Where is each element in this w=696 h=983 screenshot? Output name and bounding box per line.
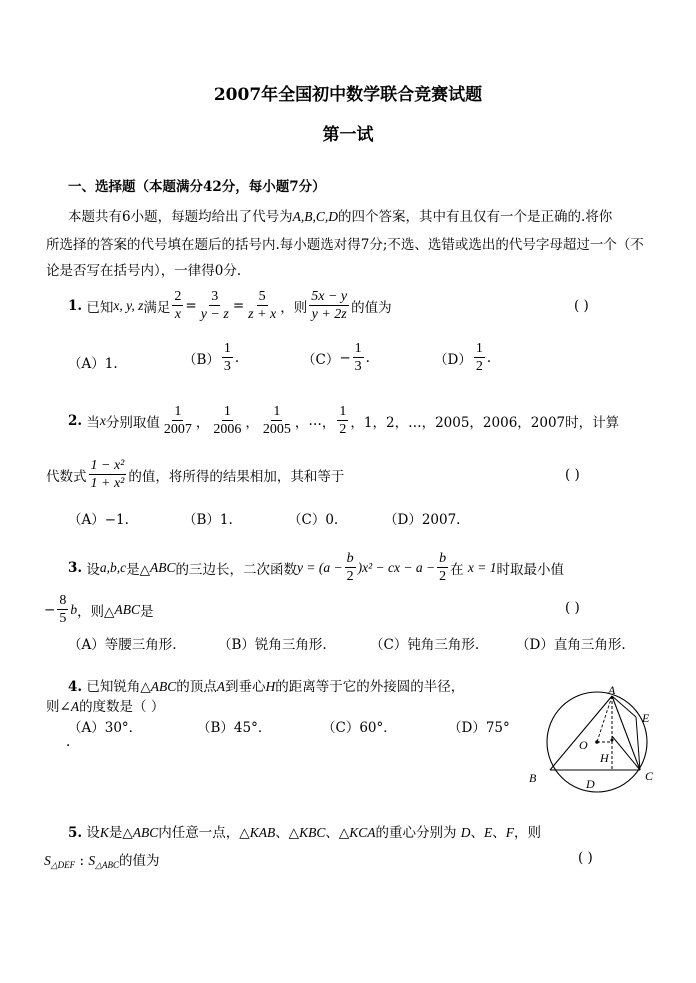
stray-dot: . (66, 734, 71, 750)
q1-option-b: （B） $\frac{1}{3}$ . (183, 341, 240, 374)
label-h: H (600, 751, 609, 765)
answer-bracket-1[interactable]: ( ) (574, 298, 589, 314)
circle-triangle-figure (522, 684, 672, 796)
question-3: 3. 设 a,b,c 是△ ABC 的三边长，二次函数 y = (a − $\frac{b}{2}$ )x² − cx − a − $\frac{b}{2}$ 在 x = 1 时取最小值 (68, 551, 565, 584)
q2-option-c: （C）0. (288, 512, 339, 528)
question-4: 4. 已知锐角△ABC的顶点A到垂心H的距离等于它的外接圆的半径， (68, 679, 465, 695)
question-1: 1. 已知 x, y, z 满足 $\frac{2}{x}$ = $\frac{3}{y - z}$ = $\frac{5}{z + x}$ ，则 $\frac{5x - y}{y + 2z}$ 的值为 (68, 289, 392, 322)
q3-option-b: （B）锐角三角形. (218, 637, 327, 653)
segment-ch (612, 736, 640, 770)
answer-bracket-5[interactable]: ( ) (578, 850, 593, 866)
q2-option-b: （B）1. (183, 512, 233, 528)
intro-line-1: 本题共有6小题，每题均给出了代号为A,B,C,D的四个答案，其中有且仅有一个是正确的.将你 (68, 209, 613, 225)
label-c: C (645, 769, 654, 783)
page-title: 2007年全国初中数学联合竞赛试题 (213, 85, 483, 105)
segment-ao (597, 696, 612, 742)
q3-option-a: （A）等腰三角形. (68, 637, 177, 653)
side-ac (612, 696, 640, 770)
q4-option-b: （B）45°． (197, 720, 272, 736)
q4-option-d: （D）75° (448, 720, 510, 736)
label-e: E (642, 711, 650, 725)
q4-option-a: （A）30°． (68, 720, 143, 736)
orthocenter-point (611, 739, 614, 742)
q3-option-d: （D）直角三角形. (516, 637, 626, 653)
center-point (595, 740, 599, 744)
label-b: B (529, 771, 537, 785)
label-d: D (586, 777, 595, 791)
intro-line-3: 论是否写在括号内），一律得0分. (46, 263, 242, 279)
q1-option-a: （A）1. (68, 356, 118, 372)
q2-option-d: （D）2007. (384, 512, 461, 528)
q4-line-2: 则∠A的度数是（ ） (46, 699, 165, 715)
label-a: A (608, 684, 616, 697)
answer-bracket-2[interactable]: ( ) (565, 467, 580, 483)
intro-line-2: 所选择的答案的代号填在题后的括号内.每小题选对得7分;不选、选错或选出的代号字母超过一个（不 (46, 237, 644, 253)
q2-line-2: 代数式 $\frac{\text{1 − x²}}{\text{1 + x²}}$ 的值，将所得的结果相加，其和等于 (46, 458, 345, 491)
q3-line-2: − $\frac{8}{5}$ b ，则△ ABC 是 (44, 593, 154, 626)
question-2: 2. 当 x 分别取值 $\frac{1}{2007}$ ， $\frac{1}{2006}$ ， $\frac{1}{2005}$ ， … ， $\frac{1}{2}$ ， 1，2，…，2005，2006，2007时，计算 (68, 404, 620, 437)
q1-option-d: （D） $\frac{1}{2}$ . (434, 341, 492, 374)
section-heading: 一、选择题（本题满分42分，每小题7分） (68, 179, 326, 195)
question-5: 5. 设K是△ABC内任意一点，△KAB、△KBC、△KCA的重心分别为 D、E、F，则 (68, 825, 542, 841)
answer-bracket-3[interactable]: ( ) (565, 600, 580, 616)
page-subtitle: 第一试 (322, 125, 374, 145)
q2-option-a: （A）−1. (68, 512, 129, 528)
q4-option-c: （C）60°． (322, 720, 397, 736)
q1-option-c: （C） − $\frac{1}{3}$ . (302, 341, 370, 374)
q3-option-c: （C）钝角三角形. (370, 637, 480, 653)
label-o: O (579, 738, 588, 752)
q5-line-2: $S_{\triangle DEF}$ : $S_{\triangle ABC}$的值为 (44, 853, 160, 870)
